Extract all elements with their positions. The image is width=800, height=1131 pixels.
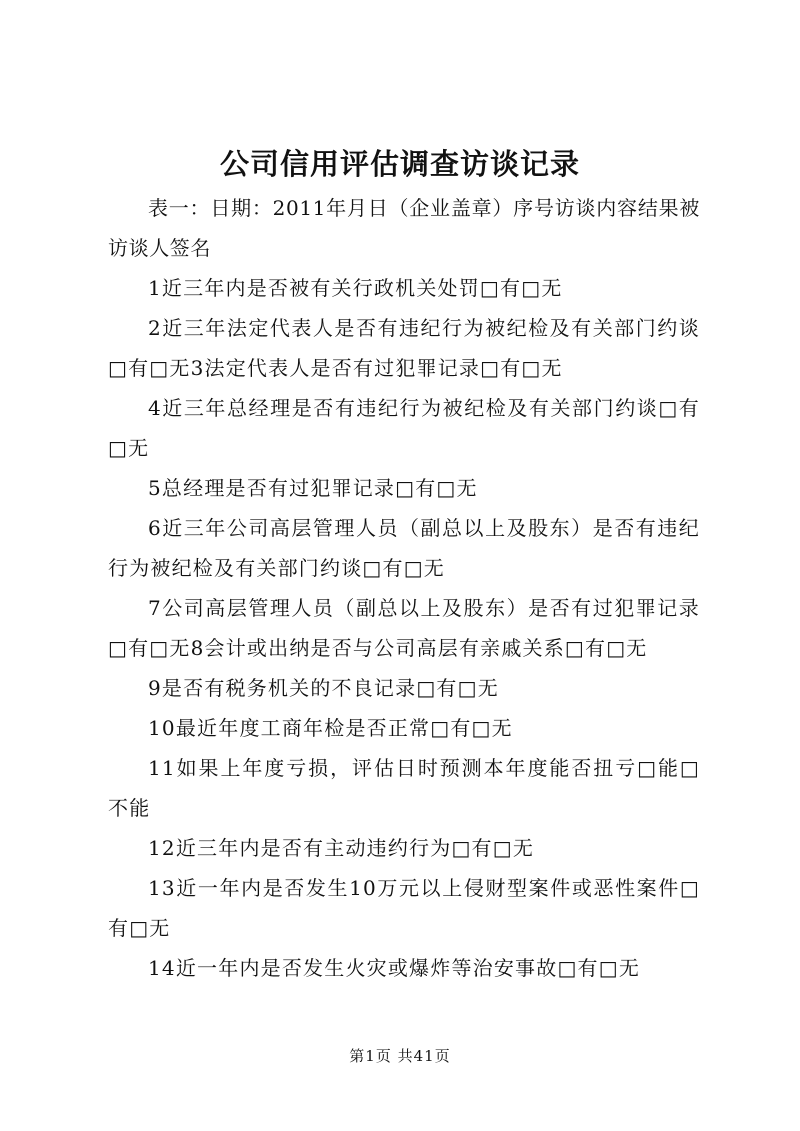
paragraph-item-7-8: 7公司高层管理人员（副总以上及股东）是否有过犯罪记录□有□无8会计或出纳是否与公司高层有亲戚关系□有□无 [108, 596, 700, 660]
paragraph-item-1: 1近三年内是否被有关行政机关处罚□有□无 [148, 276, 563, 300]
paragraph-item-2-3: 2近三年法定代表人是否有违纪行为被纪检及有关部门约谈□有□无3法定代表人是否有过犯罪记录□有□无 [108, 316, 700, 380]
paragraph-item-6: 6近三年公司高层管理人员（副总以上及股东）是否有违纪行为被纪检及有关部门约谈□有□无 [108, 516, 700, 580]
paragraph-item-13: 13近一年内是否发生10万元以上侵财型案件或恶性案件□有□无 [108, 876, 700, 940]
document-title: 公司信用评估调查访谈记录 [219, 147, 580, 181]
paragraph-item-4: 4近三年总经理是否有违纪行为被纪检及有关部门约谈□有□无 [108, 396, 700, 460]
paragraph-item-12: 12近三年内是否有主动违约行为□有□无 [148, 836, 535, 860]
paragraph-item-9: 9是否有税务机关的不良记录□有□无 [148, 676, 499, 700]
paragraph-header: 表一：日期：2011年月日（企业盖章）序号访谈内容结果被访谈人签名 [108, 196, 700, 260]
document-body [108, 188, 700, 988]
paragraph-item-10: 10最近年度工商年检是否正常□有□无 [148, 716, 513, 740]
page-number-footer: 第1页 共41页 [349, 1047, 451, 1065]
paragraph-item-14: 14近一年内是否发生火灾或爆炸等治安事故□有□无 [148, 956, 641, 980]
paragraph-item-11: 11如果上年度亏损，评估日时预测本年度能否扭亏□能□不能 [108, 756, 700, 820]
paragraph-item-5: 5总经理是否有过犯罪记录□有□无 [148, 476, 478, 500]
